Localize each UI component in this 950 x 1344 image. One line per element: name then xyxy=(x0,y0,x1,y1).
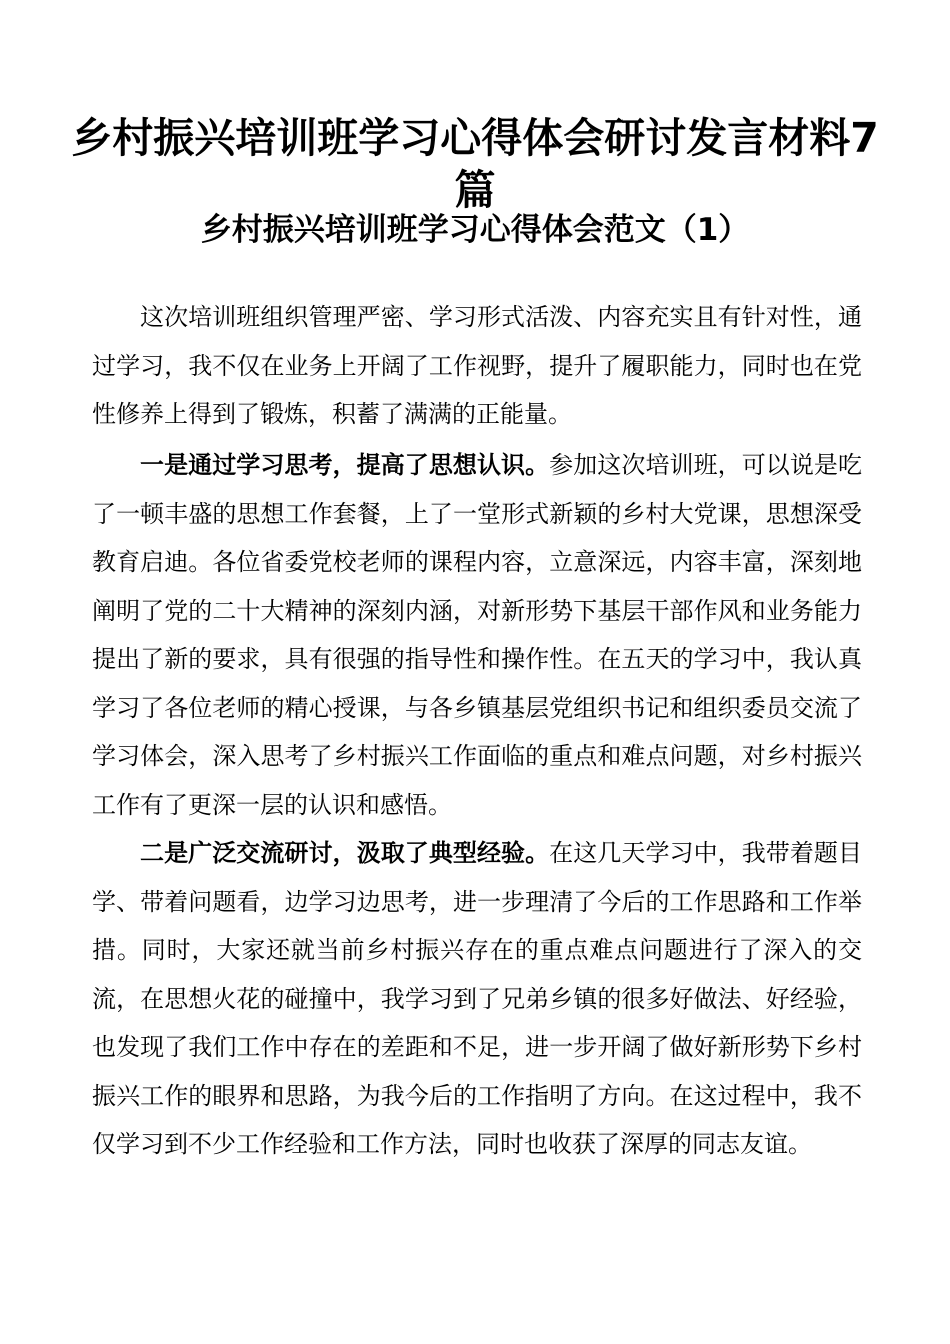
point-two-paragraph xyxy=(92,829,862,1169)
paragraph-lead: 二是广泛交流研讨，汲取了典型经验。 xyxy=(140,838,550,867)
document-title: 乡村振兴培训班学习心得体会研讨发言材料7篇 xyxy=(71,114,879,214)
paragraph-lead: 一是通过学习思考，提高了思想认识。 xyxy=(140,450,550,479)
paragraph-text: 这次培训班组织管理严密、学习形式活泼、内容充实且有针对性，通过学习，我不仅在业务上开阔了工作视野，提升了履职能力，同时也在党性修养上得到了锻炼，积蓄了满满的正能量。 xyxy=(92,303,862,428)
point-one-paragraph xyxy=(92,441,862,829)
intro-paragraph xyxy=(92,293,862,439)
paragraph-text: 在这几天学习中，我带着题目学、带着问题看，边学习边思考，进一步理清了今后的工作思路和工作举措。同时，大家还就当前乡村振兴存在的重点难点问题进行了深入的交流，在思想火花的碰撞中，我学习到了兄弟乡镇的很多好做法、好经验，也发现了我们工作中存在的差距和不足，进一步开阔了做好新形势下乡村振兴工作的眼界和思路，为我今后的工作指明了方向。在这过程中，我不仅学习到不少工作经验和工作方法，同时也收获了深厚的同志友谊。 xyxy=(92,839,862,1158)
paragraph-text: 参加这次培训班，可以说是吃了一顿丰盛的思想工作套餐，上了一堂形式新颖的乡村大党课，思想深受教育启迪。各位省委党校老师的课程内容，立意深远，内容丰富，深刻地阐明了党的二十大精神的深刻内涵，对新形势下基层干部作风和业务能力提出了新的要求，具有很强的指导性和操作性。在五天的学习中，我认真学习了各位老师的精心授课，与各乡镇基层党组织书记和组织委员交流了学习体会，深入思考了乡村振兴工作面临的重点和难点问题，对乡村振兴工作有了更深一层的认识和感悟。 xyxy=(92,451,862,819)
section-subtitle: 乡村振兴培训班学习心得体会范文（1） xyxy=(200,212,750,248)
